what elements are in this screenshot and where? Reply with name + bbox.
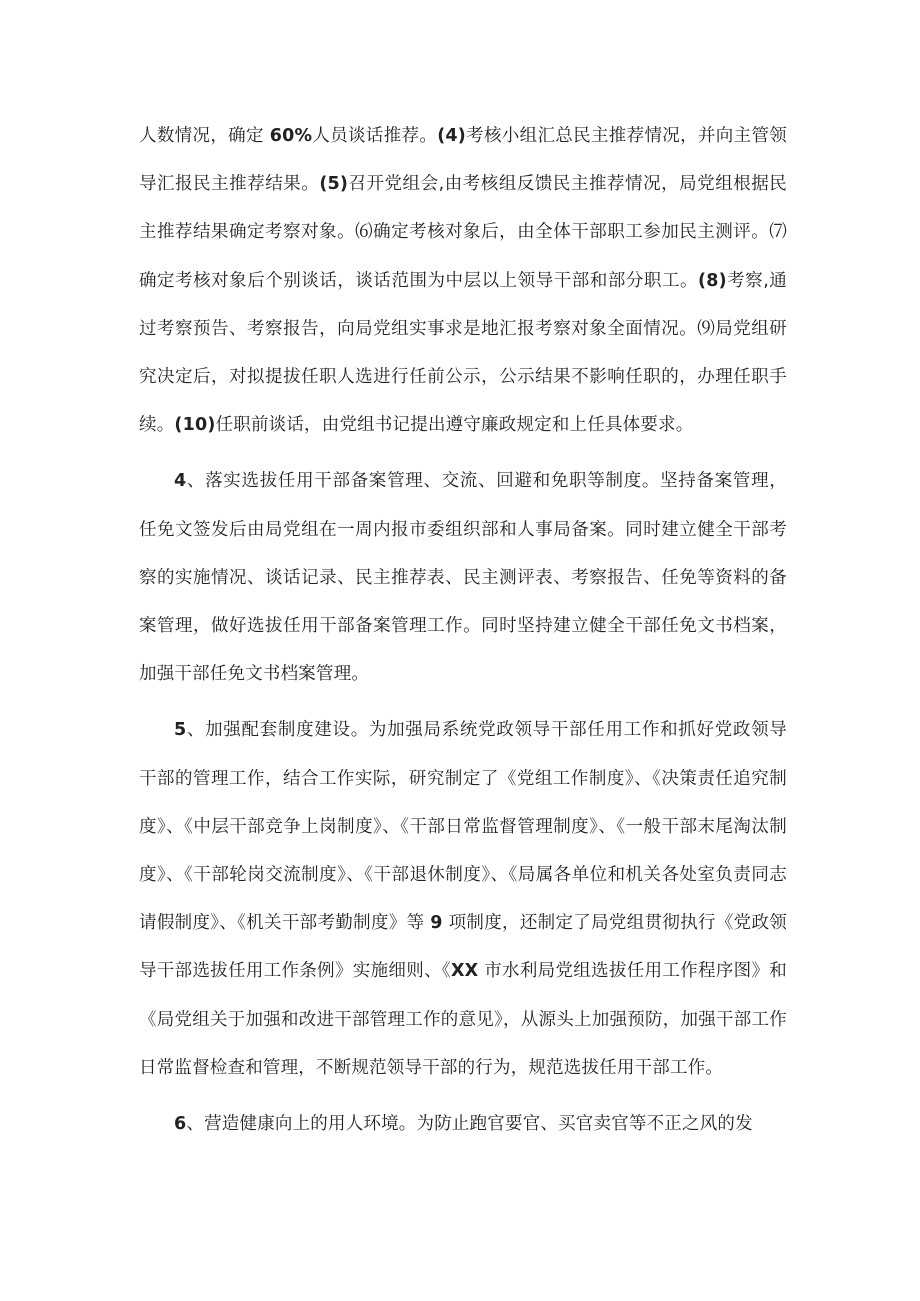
text-run: 、营造健康向上的用人环境。为防止跑官要官、买官卖官等不正之风的发 [186,1114,753,1135]
paragraph-4 [139,1100,787,1148]
text-run: 人员谈话推荐。 [312,126,438,146]
section-number: 5 [174,720,187,741]
text-run: 任职前谈话，由党组书记提出遵守廉政规定和上任具体要求。 [215,415,694,436]
text-run: 考核小组汇总民主推荐情况，并向主管领导汇报民主推荐结果。 [139,126,787,195]
bold-run: (5) [319,174,349,195]
text-run: 考察,通过考察预告、考察报告，向局党组实事求是地汇报考察对象全面情况。⑼局党组研究决定后，对拟提拔任职人选进行任前公示，公示结果不影响任职的，办理任职手续。 [139,270,787,436]
paragraph-3 [139,706,787,1092]
text-run: 人数情况，确定 [139,126,270,146]
bold-run: XX [450,961,479,982]
bold-run: (10) [174,415,216,436]
document-body [139,112,787,1156]
bold-run: 60% [269,126,313,146]
text-run: 项制度，还制定了局党组贯彻执行《党政领导干部选拔任用工作条例》实施细则、《 [139,913,787,982]
section-number: 4 [174,471,187,492]
paragraph-1 [139,112,787,449]
bold-run: (8) [698,270,727,291]
paragraph-2 [139,457,787,698]
bold-run: 9 [430,913,443,934]
text-run: 、加强配套制度建设。为加强局系统党政领导干部任用工作和抓好党政领导干部的管理工作，结合工作实际，研究制定了《党组工作制度》、《决策责任追究制度》、《中层干部竞争上岗制度》、《干部日常监督管理制度》、《一般干部末尾淘汰制度》、《干部轮岗交流制度》、《干部退休制度》、《局属各单位和机关各处室负责同志请假制度》、《机关干部考勤制度》等 [139,720,787,934]
bold-run: (4) [437,126,466,146]
section-number: 6 [174,1114,187,1135]
text-run: 、落实选拔任用干部备案管理、交流、回避和免职等制度。坚持备案管理，任免文签发后由局党组在一周内报市委组织部和人事局备案。同时建立健全干部考察的实施情况、谈话记录、民主推荐表、民主测评表、考察报告、任免等资料的备案管理，做好选拔任用干部备案管理工作。同时坚持建立健全干部任免文书档案，加强干部任免文书档案管理。 [139,471,787,685]
text-run: 市水利局党组选拔任用工作程序图》和《局党组关于加强和改进干部管理工作的意见》，从源头上加强预防，加强干部工作日常监督检查和管理，不断规范领导干部的行为，规范选拔任用干部工作。 [139,961,787,1078]
text-run: 召开党组会,由考核组反馈民主推荐情况，局党组根据民主推荐结果确定考察对象。⑹确定考核对象后，由全体干部职工参加民主测评。⑺确定考核对象后个别谈话，谈话范围为中层以上领导干部和部分职工。 [139,174,788,291]
